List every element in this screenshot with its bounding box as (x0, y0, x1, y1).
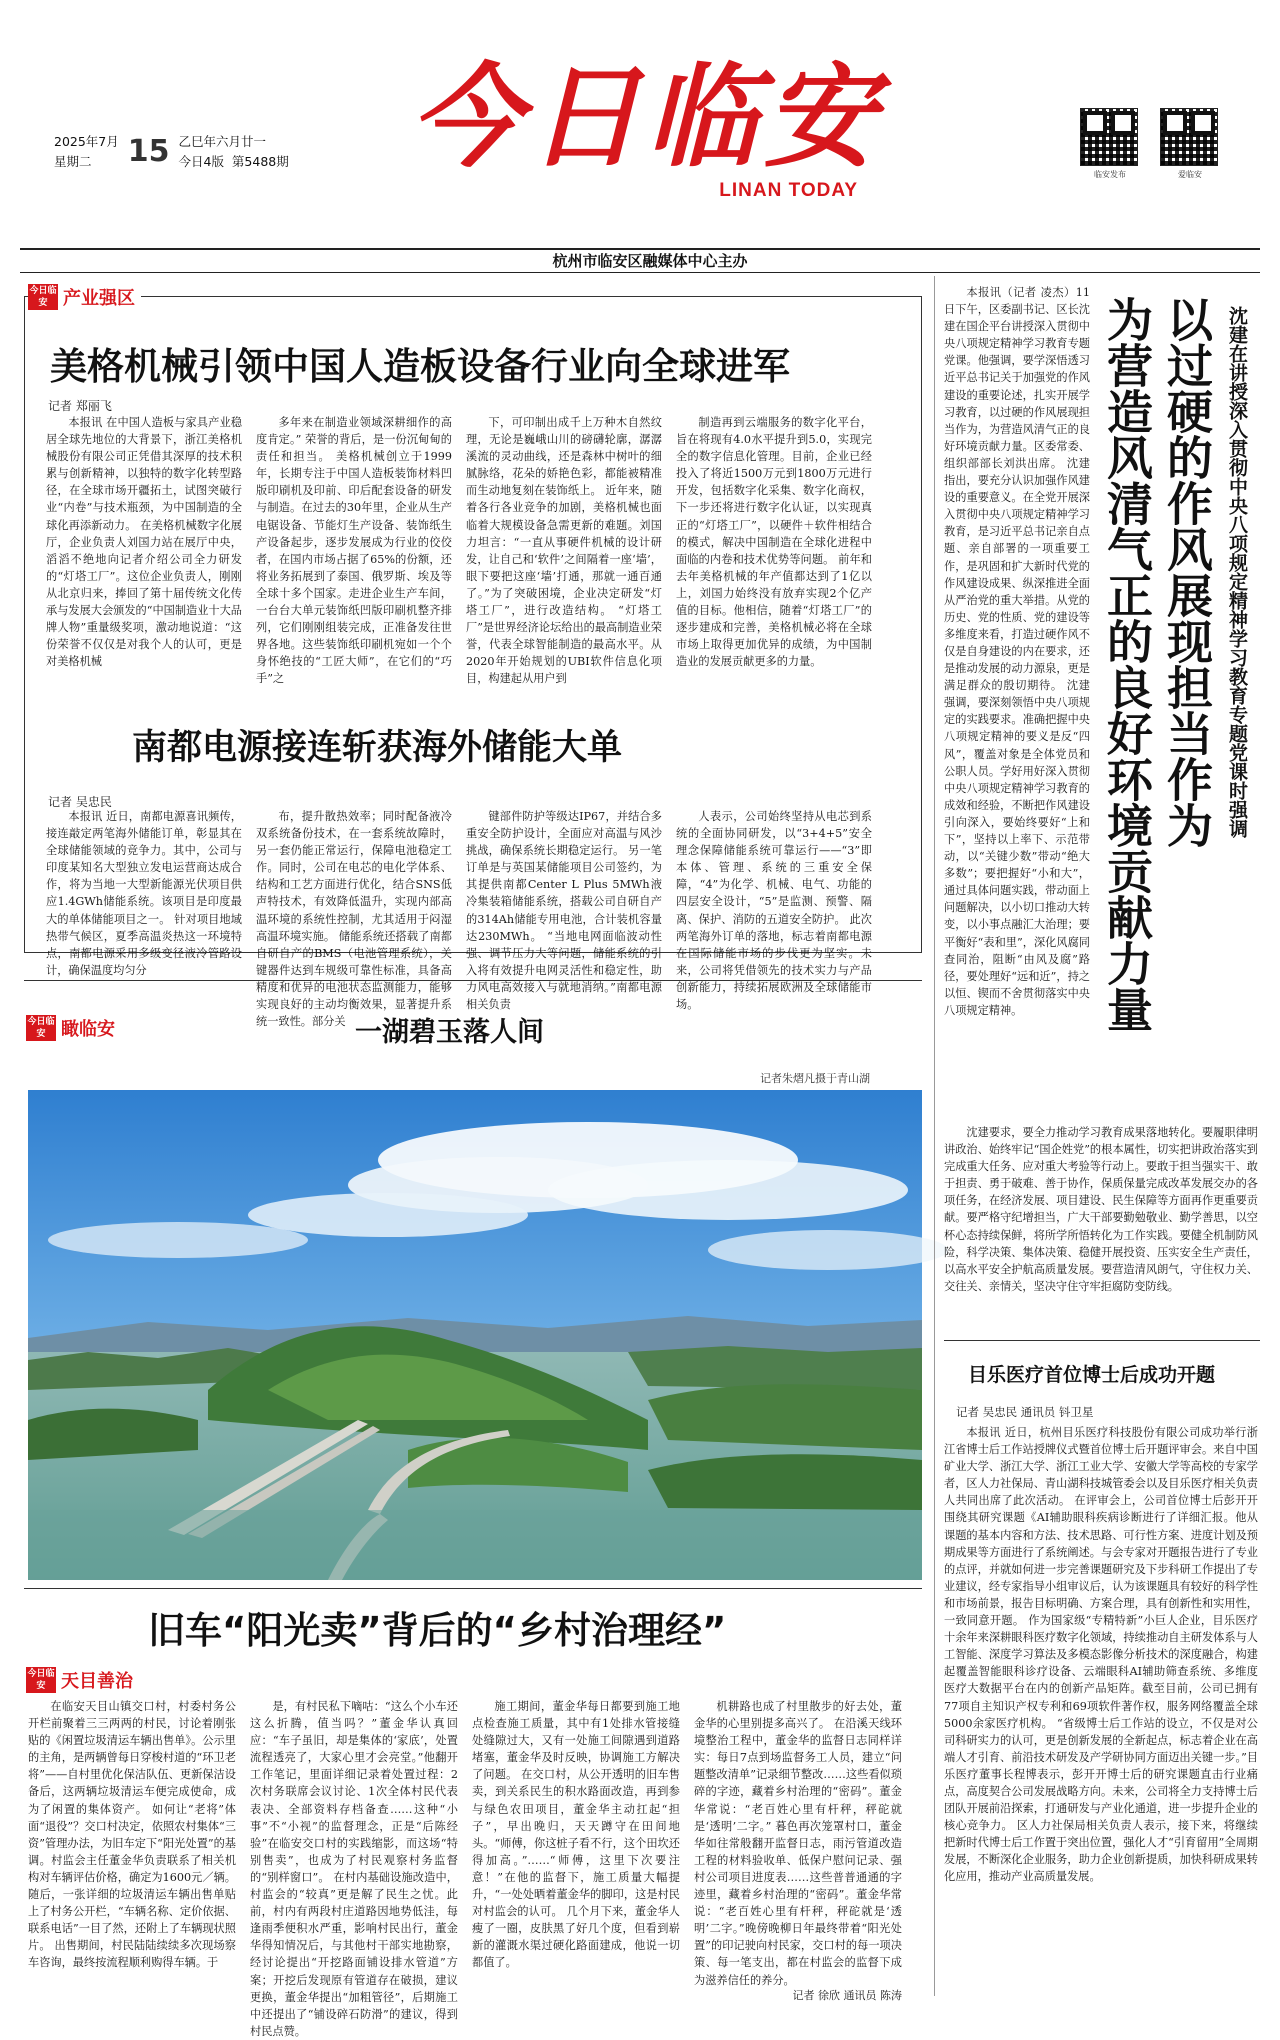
photo-headline: 一湖碧玉落人间 (355, 1017, 544, 1048)
issue-number: 第5488期 (231, 154, 289, 169)
article3-col4: 机耕路也成了村里散步的好去处，董金华的心里别提多高兴了。 在沿溪天线环境整治工程中，董金华的监督日志同样详实：每日7点到场监督务工人员，建立“问题整改清单”记录细节整改……这些看似琐碎的字迹，藏着乡村治理的“密码”。董金华常说：“老百姓心里有杆秤，秤砣就是‘透明’二字。” 暮色再次笼罩村口，董金华如往常般翻开监督日志，雨污管道改造工程的材料验收单、低保户慰问记录、强村公司项目进度表……这些普普通通的字迹里，藏着乡村治理的“密码”。董金华常说：“老百姓心里有杆秤，秤砣就是‘透明’二字。”晚傍晚柳日年最终带着“阳光处置”的印记驶向村民家，交口村的每一项决策、每一笔支出，都在村监会的监督下成为滋养信任的养分。 记者 徐欣 通讯员 陈涛 (694, 1698, 902, 2004)
article2-col1: 本报讯 近日，南都电源喜讯频传，接连敲定两笔海外储能订单，彰显其在全球储能领域的竞争力。其中，公司与印度某知名大型独立发电运营商达成合作，将为当地一大型新能源光伏项目供应1.4GWh储能系统。该项目是印度最大的单体储能项目之一。 针对项目地域热带气候区，夏季高温炎热这一环境特点，南都电源采用多级变径液冷管路设计，确保温度均匀分 (46, 810, 242, 977)
section-rule (24, 1588, 922, 1589)
section-label: 瞰临安 (61, 1019, 115, 1040)
section-logo-icon: 今日临安 (29, 286, 57, 308)
masthead (0, 0, 1280, 270)
article4-headline-line2[interactable]: 为营造风清气正的良好环境贡献力量 (1100, 296, 1154, 1032)
article3-reporter: 记者 徐欣 通讯员 陈涛 (789, 1987, 903, 2004)
masthead-rule (20, 272, 1260, 273)
article1-columns (46, 414, 872, 694)
section-logo-icon: 今日临安 (27, 1017, 55, 1039)
logo-title-cn: 今日临安 (410, 52, 882, 183)
article1-col2: 多年来在制造业领域深耕细作的高度肯定。” 荣誉的背后，是一份沉甸甸的责任和担当。 美格机械创立于1999年，长期专注于中国人造板装饰材料凹版印刷机及印前、印后配套设备的研发与制造。在过去的30年里，企业从生产电锯设备、节能灯生产设备、装饰纸生产设备起步，逐步发展成为行业的佼佼者，在国内市场占据了65%的份额，还将业务拓展到了泰国、俄罗斯、埃及等全球十多个国家。走进企业生产车间，一台台大单元装饰纸凹版印刷机整齐排列，它们刚刚组装完成，正准备发往世界各地。这些装饰纸印刷机宛如一个个身怀绝技的“工匠大师”，在它们的“巧手”之 (256, 416, 452, 686)
article4-wide-col: 沈建要求，要全力推动学习教育成果落地转化。要履职律明讲政治、始终牢记“国企姓党”的根本属性，切实把讲政治落实到完成重大任务、应对重大考验等行动上。要敢于担当强实干、敢于担责、勇于破难、善于协作，保质保量完成改革发展交办的各项任务，在经济发展、项目建设、民生保障等方面再作更重要贡献。要严格守纪增担当，广大干部要勤勉敬业、勤学善思，以空杯心态持续保鲜，将所学所悟转化为工作实践。要健全机制防风险，科学决策、集体决策、稳健开展投资、压实安全生产责任，以高水平安全护航高质量发展。要营造清风朗气，守住权力关、交往关、亲情关，坚决守住守牢拒腐防变防线。 (944, 1126, 1258, 1293)
article1-byline: 记者 郑丽飞 (48, 399, 112, 413)
article5-body: 本报讯 近日，杭州目乐医疗科技股份有限公司成功举行浙江省博士后工作站授牌仪式暨首位博士后开题评审会。来自中国矿业大学、浙江大学、浙江工业大学、安徽大学等高校的专家学者，区人力社保局、青山湖科技城管委会以及目乐医疗相关负责人共同出席了此次活动。 在评审会上，公司首位博士后彭开开围绕其研究课题《AI辅助眼科疾病诊断进行了详细汇报。他从课题的基本内容和方法、技术思路、可行性方案、进度计划及预期成果等方面进行了系统阐述。与会专家对开题报告进行了专业的点评，并就如何进一步完善课题研究及下步科研工作提出了专业建议，经专家指导小组审议后，认为该课题具有较好的科学性和市场前景，报告目标明确、方案合理，具有创新性和实用性，一致同意开题。 作为国家级“专精特新”小巨人企业，目乐医疗十余年来深耕眼科医疗数字化领域，持续推动自主研发体系与人工智能、深度学习算法及多模态影像分析技术的深度融合，构建起覆盖智能眼科诊疗设备、云端眼科AI辅助筛查系统、多维度医疗大数据平台在内的创新产品矩阵。截至目前，公司已拥有77项自主知识产权专利和69项软件著作权，服务网络覆盖全球5000余家医疗机构。 “省级博士后工作站的设立，不仅是对公司科研实力的认可，更是创新发展的全新起点，标志着企业在高端人才引育、前沿技术研发及产学研协同方面迈出关键一步。”目乐医疗董事长程博表示，彭开开博士后的研究课题直击行业痛点，高度契合公司发展战略方向。未来，公司将全力支持博士后团队开展前沿探索，打通研发与产业化通道，进一步提升企业的核心竞争力。 区人力社保局相关负责人表示，接下来，将继续把新时代博士后工作置于突出位置，强化人才“引育留用”全周期发展，不断深化企业服务，助力企业创新提质，加快科研成果转化应用，推动产业高质量发展。 (944, 1426, 1258, 1884)
article3-columns (28, 1698, 902, 2038)
qr-code-linan-release[interactable] (1080, 108, 1140, 180)
date-day: 15 (127, 134, 170, 169)
section-tag-view (26, 1015, 115, 1041)
qr-label: 临安发布 (1094, 170, 1126, 179)
qr-label: 爱临安 (1178, 170, 1202, 179)
qr-code-ai-linan[interactable] (1160, 108, 1220, 180)
section-tag-governance (26, 1667, 133, 1693)
section-rule (24, 980, 922, 981)
section-label: 产业强区 (63, 288, 135, 309)
section-tag-industry (28, 284, 141, 310)
article2-col3: 键部件防护等级达IP67，并结合多重安全防护设计，全面应对高温与风沙挑战，确保系统长期稳定运行。 另一笔订单是与英国某储能项目公司签约，为其提供南都Center L Plus 5MWh液冷集装箱储能系统，搭载公司自研自产的314Ah储能专用电池，合计装机容量达230MWh。 “当地电网面临波动性强、调节压力大等问题，储能系统的引入将有效提升电网灵活性和稳定性，助力风电高效接入与就地消纳。”南都电源相关负责 (466, 810, 662, 1012)
article1-col3: 下，可印制出成千上万种木自然纹理，无论是巍峨山川的磅礴轮廓，潺潺溪流的灵动曲线，还是森林中树叶的细腻脉络，花朵的娇艳色彩，都能被精准而生动地复刻在装饰纸上。 近年来，随着各行各业竞争的加剧，美格机械也面临着大规模设备急需更新的难题。刘国力坦言：“一直从事硬件机械的设计研发，让自己和‘软件’之间隔着一座‘墙’，眼下要把这座‘墙’打通，那就一通百通了。”为了突破困境，企业决定研发“灯塔工厂”，进行改造结构。 “灯塔工厂”是世界经济论坛给出的最高制造业荣誉，代表全球智能制造的最高水平。从2020年开始规划的UBI软件信息化项目，构建起从用户到 (466, 416, 662, 686)
article2-col2: 布，提升散热效率；同时配备液冷双系统备份技术，在一套系统故障时，另一套仍能正常运行，保障电池稳定工作。同时，公司在电芯的电化学体系、结构和工艺方面进行优化，结合SNS低声特技术，有效降低温升，实现内部高温环境的系统性控制，尤其适用于闷湿高温环境实施。 储能系统还搭载了南都自研自产的BMS（电池管理系统），关键器件达到车规级可靠性标准，具备高精度和优异的电池状态监测能力，能够实现良好的主动均衡效果，显著提升系统一致性。部分关 (256, 810, 452, 1029)
qr-code-icon (1160, 108, 1218, 166)
article2-col4: 人表示，公司始终坚持从电芯到系统的全面协同研发，以“3+4+5”安全理念保障储能系统可靠运行——“3”即本体、管理、系统的三重安全保障，“4”为化学、机械、电气、功能的四层安全设计，“5”是监测、预警、隔离、保护、消防的五道安全防护。 此次两笔海外订单的落地，标志着南都电源在国际储能市场的步伐更为坚实。未来，公司将凭借领先的技术实力与产品创新能力，持续拓展欧洲及全球储能市场。 (676, 810, 872, 1012)
newspaper-logo (352, 48, 940, 228)
section-logo-icon: 今日临安 (27, 1669, 55, 1691)
article2-columns (46, 808, 872, 1029)
edition-count: 今日4版 (178, 154, 224, 169)
qr-code-icon (1080, 108, 1138, 166)
article-rule (944, 1340, 1260, 1341)
article3-col1: 在临安天目山镇交口村，村委村务公开栏前聚着三三两两的村民，讨论着刚张贴的《闲置垃圾清运车辆出售单》。公示里的主角，是两辆曾每日穿梭村道的“环卫老将”——自村里优化保洁队伍、更新保洁设备后，这两辆垃圾清运车便完成使命，成为了闲置的集体资产。 如何让“老将”体面“退役”？交口村决定，依照农村集体“三资”管理办法，为旧车定下“阳光处置”的基调。村监会主任董金华负责联系了相关机构对车辆评估价格，确定为1600元／辆。随后，一张详细的垃圾清运车辆出售单贴上了村务公开栏，“车辆名称、定价依据、联系电话”一目了然，还附上了车辆现状照片。 出售期间，村民陆陆续续多次现场察车咨询，最终按流程顺利购得车辆。于 (28, 1700, 236, 1970)
article2-byline: 记者 吴忠民 (48, 795, 112, 809)
article3-col3: 施工期间，董金华每日都要到施工地点检查施工质量，其中有1处排水管接缝处缝隙过大，又有一处施工间隙遇到道路堵塞，董金华及时反映，协调施工方解决了问题。 在交口村，从公开透明的旧车售卖，到关系民生的积水路面改造，再到参与绿色农田项目，董金华主动扛起“担子”，早出晚归，天天蹲守在田间地头。“师傅，你这桩子看不行，这个田坎还得加高。”……“师傅，这里下次要注意！”在他的监督下，施工质量大幅提升，“一处处晒着董金华的脚印，这是村民对村监会的认可。 几个月下来，董金华人瘦了一圈，皮肤黑了好几个度，但看到崭新的灌溉水渠过硬化路面建成，他说一切都值了。 (472, 1700, 680, 1970)
article1-col1: 本报讯 在中国人造板与家具产业稳居全球先地位的大背景下，浙江美格机械股份有限公司正凭借其深厚的技术积累与创新精神，以独特的数字化转型路径，在全球市场开疆拓土，试图突破行业“内卷”与技术瓶颈，为中国制造的全球化再添新动力。 在美格机械数字化展厅，企业负责人刘国力站在展厅中央，滔滔不绝地向记者介绍公司全力研发的“灯塔工厂”。这位企业负责人，刚刚从北京归来，捧回了第十届传统文化传承与发展大会颁发的“中国制造业十大品牌人物”重量级奖项，激动地说道：“这份荣誉不仅仅是对我个人的认可，更是对美格机械 (46, 416, 242, 669)
article4-subhead: 沈建在讲授深入贯彻中央八项规定精神学习教育专题党课时强调 (1226, 306, 1248, 838)
logo-title-en: LINAN TODAY (719, 180, 858, 201)
date-year-month: 2025年7月 (54, 134, 119, 149)
photo-credit: 记者朱熠凡摄于青山湖 (760, 1072, 870, 1085)
article5-byline: 记者 吴忠民 通讯员 钭卫星 (956, 1405, 1094, 1419)
article3-col2: 是，有村民私下嘀咕：“这么个小车还这么折腾，值当吗？”董金华认真回应：“车子虽旧，却是集体的‘家底’，处置流程透亮了，大家心里才会亮堂。”他翻开工作笔记，里面详细记录着处置过程：2次村务联席会议讨论、1次全体村民代表表决、全部资料存档备查……这种“小事”不“小视”的监督理念，正是“后陈经验”在临安交口村的实践缩影，而这场“特别售卖”，也成为了村民观察村务监督的“别样窗口”。 在村内基础设施改造中，村监会的“较真”更是解了民生之忧。此前，村内有两段村庄道路因地势低洼，每逢雨季便积水严重，影响村民出行，董金华得知情况后，与其他村干部实地勘察，经讨论提出“开挖路面铺设排水管道”方案；开挖后发现原有管道存在破损，建议更换，董金华提出“加粗管径”，后期施工中还提出了“铺设碎石防滑”的建议，得到村民点赞。 (250, 1700, 458, 2038)
column-divider (934, 276, 935, 1996)
lunar-date: 乙巳年六月廿一 (178, 134, 267, 149)
article5-headline[interactable]: 目乐医疗首位博士后成功开题 (968, 1364, 1216, 1386)
article1-col4: 制造再到云端服务的数字化平台，旨在将现有4.0水平提升到5.0，实现完全的数字信息化管理。目前，企业已经投入了将近1500万元到1800万元进行开发，包括数字化采集、数字化商权，下一步还将进行数字化认证，以实现真正的“灯塔工厂”，以硬件＋软件相结合的模式，解决中国制造在全球化进程中面临的内卷和技术优势等问题。 前年和去年美格机械的年产值都达到了1亿以上，刘国力始终没有放弃实现2个亿产值的目标。他相信，随着“灯塔工厂”的逐步建成和完善，美格机械必将在全球市场上取得更加优异的成绩，为中国制造业的发展贡献更多的力量。 (676, 416, 872, 669)
publisher-line: 杭州市临安区融媒体中心主办 (460, 250, 840, 272)
article2-headline[interactable]: 南都电源接连斩获海外储能大单 (132, 728, 623, 768)
article4-narrow-col: 本报讯（记者 凌杰）11日下午，区委副书记、区长沈建在国企平台讲授深入贯彻中央八项规定精神学习教育专题党课。他强调，要学深悟透习近平总书记关于加强党的作风建设的重要论述，扎实开展学习教育，以过硬的作风展现担当作为，为营造风清气正的良好环境贡献力量。区委常委、组织部部长刘洪出席。 沈建指出，要充分认识加强作风建设的重要意义。在全党开展深入贯彻中央八项规定精神学习教育，是习近平总书记亲自点题、亲自部署的一项重要工作，是巩固和扩大新时代党的作风建设成果、纵深推进全面从严治党的重大举措。从党的历史、党的性质、党的建设等多维度来看，打造过硬作风不仅是自身建设的内在要求，还是推动发展的动力源泉，更是满足群众的殷切期待。 沈建强调，要深刻领悟中央八项规定的实践要求。准确把握中央八项规定精神的要义是反“四风”，覆盖对象是全体党员和公职人员。学好用好深入贯彻中央八项规定精神学习教育的成效和经验，不断把作风建设引向深入，要始终要好“上和下”，坚持以上率下、示范带动，以“关键少数”带动“绝大多数”；要把握好“小和大”，通过具体问题实践，带动面上问题解决，以小切口推动大转变，以小事点融汇大治理；要平衡好“表和里”，深化风腐同查同治，阻断“由风及腐”路径，要处理好“远和近”，持之以恒、锲而不舍贯彻落实中央八项规定精神。 (944, 286, 1090, 1017)
article4-headline-line1[interactable]: 以过硬的作风展现担当作为 (1160, 296, 1214, 848)
article3-headline[interactable]: 旧车“阳光卖”背后的“乡村治理经” (148, 1609, 727, 1652)
lake-photo-image (28, 1090, 922, 1580)
date-block (54, 132, 289, 172)
weekday: 星期二 (54, 154, 92, 169)
lake-photo (28, 1090, 922, 1580)
article1-headline[interactable]: 美格机械引领中国人造板设备行业向全球进军 (50, 345, 790, 388)
section-label: 天目善治 (61, 1671, 133, 1692)
